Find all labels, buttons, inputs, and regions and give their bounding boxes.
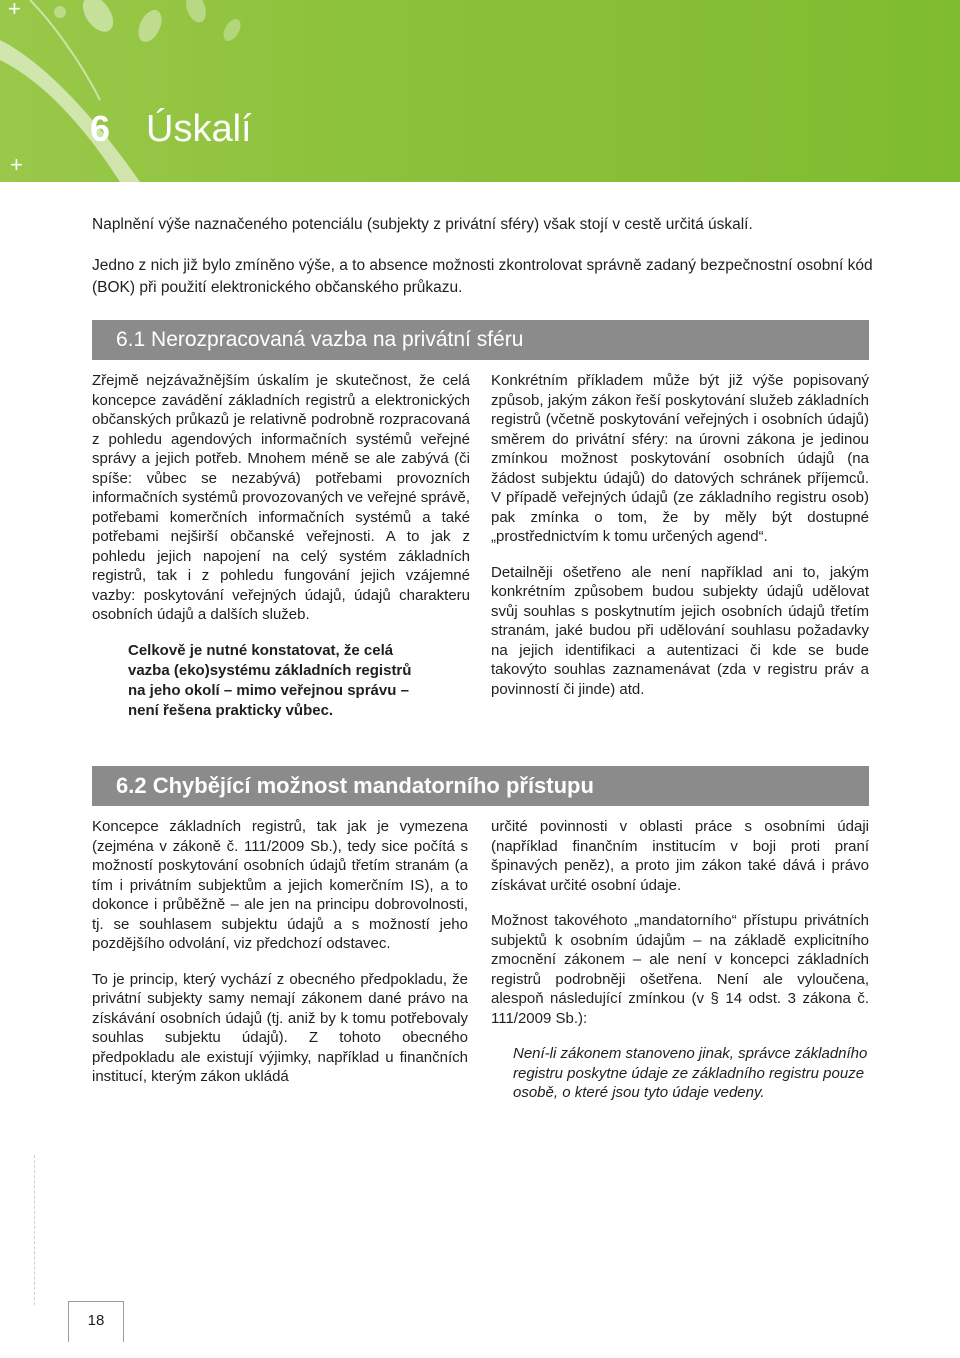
section-2-left-column xyxy=(92,817,468,1103)
section-2-left-paragraph-2: To je princip, který vychází z obecného předpokladu, že privátní subjekty samy nemají zákonem dané právo na získávání osobních údajů (tj. aniž by k tomu potřebovaly souhlas subjektu údajů). Z tohoto obecného předpokladu ale existují výjimky, například u finančních institucí, kterým zákon ukládá xyxy=(92,970,468,1085)
section-1-bold-conclusion: Celkově je nutné konstatovat, že celá vazba (eko)systému základních registrů na jeho okolí – mimo veřejnou správu – není řešena prakticky vůbec. xyxy=(128,641,412,719)
section-2-left-paragraph-1: Koncepce základních registrů, tak jak je vymezena (zejména v zákoně č. 111/2009 Sb.), tedy sice počítá s možností poskytování osobních údajů třetím stranám (a tím i privátním subjektům a jejich komerčním IS), a to dokonce i průběžně – ale jen na principu dobrovolnosti, tj. se souhlasem subjektu údajů a s možností jeho pozdějšího odvolání, viz předchozí odstavec. xyxy=(92,818,468,952)
section-2-right-paragraph-2: Možnost takovéhoto „mandatorního“ přístupu privátních subjektů k osobním údajům – na základě explicitního zmocnění zákonem – ale není v koncepci základních registrů podrobněji ošetřena. Není ale vyloučena, alespoň následující zmínkou (v § 14 odst. 3 zákona č. 111/2009 Sb.): xyxy=(491,912,869,1027)
leaf-decoration-icon xyxy=(0,0,960,182)
plus-mark-bottom: + xyxy=(10,152,23,177)
plus-mark-top: + xyxy=(8,0,21,21)
section-1-left-paragraph: Zřejmě nejzávažnějším úskalím je skutečnost, že celá koncepce zavádění základních registrů a elektronických občanských průkazů je relativně podrobně rozpracovaná z pohledu agendových informačních systémů veřejné správy a jejich potřeb. Mnohem méně se ale zabývá (či spíše: vůbec se nezabývá) potřebami provozních informačních systémů provozovaných ve veřejné správě, potřebami komerčních informačních systémů a také potřebami nejširší občanské veřejnosti. A to jak z pohledu jejich napojení na celý systém základních registrů, tak i z pohledu fungování jejich vzájemné vazby: poskytování veřejných údajů, údajů charakteru osobních údajů a dalších služeb. xyxy=(92,372,470,623)
section-2-right-paragraph-1: určité povinnosti v oblasti práce s osobními údaji (například finančním institucím v boji proti praní špinavých peněz), a proto jim zákon také dává i právo získávat určité osobní údaje. xyxy=(491,818,869,894)
chapter-number: 6 xyxy=(90,108,111,149)
section-1-right-paragraph-2: Detailněji ošetřeno ale není například ani to, jakým konkrétním způsobem budou subjekty údajů udělovat svůj souhlas s poskytnutím jejich osobních údajů třetím stranám, jaké budou při udělování souhlasu požadavky na jejich identifikaci a autentizaci či kde se bude takovýto souhlas zaznamenávat (zda v registru práv a povinností či jinde) atd. xyxy=(491,563,869,698)
intro-paragraph-2: Jedno z nich již bylo zmíněno výše, a to absence možnosti zkontrolovat správně zadaný bezpečnostní osobní kód (BOK) při použití elektronického občanského průkazu. xyxy=(92,257,873,296)
section-heading-6-2: 6.2 Chybějící možnost mandatorního přístupu xyxy=(92,766,869,806)
intro-paragraph-1: Naplnění výše naznačeného potenciálu (subjekty z privátní sféry) však stojí v cestě určitá úskalí. xyxy=(92,216,753,233)
section-1-right-paragraph-1: Konkrétním příkladem může být již výše popisovaný způsob, jakým zákon řeší poskytování služeb základních registrů (včetně poskytování veřejných i osobních údajů) směrem do privátní sféry: na úrovni zákona je jedinou zmínkou možnost poskytování osobních údajů (na žádost subjektu údajů) do datových schránek příjemců. V případě veřejných údajů (ze základního registru osob) pak zmínka o tom, že by měly být dostupné „prostřednictvím k tomu určených agend“. xyxy=(491,372,869,545)
law-quote: Není-li zákonem stanoveno jinak, správce základního registru poskytne údaje ze základního registru pouze osobě, o které jsou tyto údaje vedeny. xyxy=(513,1045,868,1101)
section-1-left-column xyxy=(92,371,470,721)
chapter-header xyxy=(0,0,960,182)
section-heading-6-1: 6.1 Nerozpracovaná vazba na privátní sféru xyxy=(92,320,869,360)
section-1-right-column xyxy=(491,371,869,715)
section-2-right-column xyxy=(491,817,869,1103)
chapter-title: Úskalí xyxy=(146,108,252,150)
margin-divider xyxy=(34,1155,36,1305)
page-number: 18 xyxy=(68,1301,124,1342)
